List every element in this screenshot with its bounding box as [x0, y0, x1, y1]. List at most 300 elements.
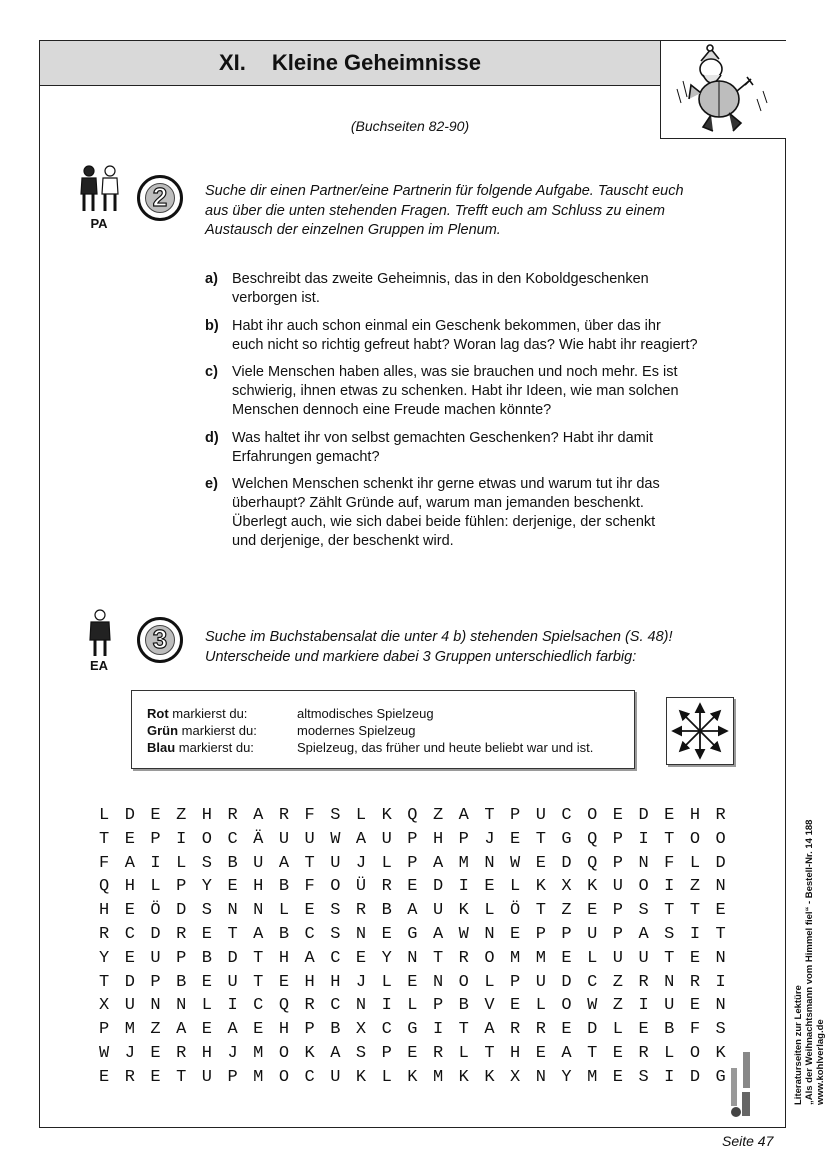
- grid-letter[interactable]: I: [381, 996, 392, 1016]
- grid-letter[interactable]: E: [612, 806, 623, 825]
- grid-letter[interactable]: P: [304, 1020, 315, 1040]
- grid-letter[interactable]: B: [201, 948, 212, 968]
- grid-letter[interactable]: I: [638, 996, 649, 1016]
- grid-letter[interactable]: Z: [561, 901, 572, 921]
- grid-letter[interactable]: A: [227, 1020, 238, 1040]
- grid-letter[interactable]: P: [458, 829, 469, 849]
- grid-letter[interactable]: O: [278, 1067, 290, 1087]
- grid-letter[interactable]: N: [715, 948, 726, 968]
- grid-letter[interactable]: M: [124, 1020, 135, 1040]
- grid-letter[interactable]: C: [561, 806, 572, 825]
- grid-letter[interactable]: K: [458, 1067, 469, 1087]
- grid-letter[interactable]: L: [99, 806, 110, 825]
- grid-letter[interactable]: K: [484, 1067, 495, 1087]
- grid-letter[interactable]: A: [253, 924, 264, 944]
- grid-letter[interactable]: N: [432, 972, 444, 992]
- grid-letter[interactable]: R: [510, 1020, 521, 1040]
- grid-letter[interactable]: E: [561, 1020, 572, 1040]
- grid-letter[interactable]: A: [484, 1020, 495, 1040]
- grid-letter[interactable]: D: [124, 806, 135, 825]
- grid-letter[interactable]: B: [176, 972, 187, 992]
- grid-letter[interactable]: U: [201, 1067, 212, 1087]
- grid-letter[interactable]: T: [176, 1067, 187, 1087]
- grid-letter[interactable]: E: [407, 877, 418, 897]
- grid-letter[interactable]: E: [689, 948, 701, 968]
- grid-letter[interactable]: T: [535, 901, 546, 921]
- grid-letter[interactable]: Q: [587, 853, 598, 873]
- grid-letter[interactable]: E: [227, 877, 238, 897]
- grid-letter[interactable]: Z: [176, 806, 187, 825]
- grid-letter[interactable]: L: [150, 877, 161, 897]
- grid-letter[interactable]: I: [638, 829, 649, 849]
- grid-letter[interactable]: H: [689, 806, 701, 825]
- grid-letter[interactable]: Q: [587, 829, 598, 849]
- grid-letter[interactable]: H: [304, 972, 315, 992]
- grid-letter[interactable]: K: [304, 1043, 315, 1063]
- grid-letter[interactable]: H: [201, 1043, 212, 1063]
- grid-letter[interactable]: X: [355, 1020, 367, 1040]
- grid-letter[interactable]: P: [176, 948, 187, 968]
- grid-letter[interactable]: P: [535, 924, 546, 944]
- grid-letter[interactable]: L: [381, 853, 392, 873]
- grid-letter[interactable]: V: [484, 996, 495, 1016]
- grid-letter[interactable]: A: [561, 1043, 572, 1063]
- grid-letter[interactable]: E: [253, 1020, 264, 1040]
- grid-letter[interactable]: T: [664, 829, 675, 849]
- grid-letter[interactable]: M: [432, 1067, 444, 1087]
- grid-letter[interactable]: J: [124, 1043, 135, 1063]
- grid-letter[interactable]: A: [638, 924, 649, 944]
- grid-letter[interactable]: T: [535, 829, 546, 849]
- grid-letter[interactable]: P: [612, 901, 623, 921]
- grid-letter[interactable]: M: [253, 1067, 264, 1087]
- grid-letter[interactable]: L: [535, 996, 546, 1016]
- grid-letter[interactable]: L: [612, 1020, 623, 1040]
- grid-letter[interactable]: P: [227, 1067, 238, 1087]
- grid-letter[interactable]: T: [99, 829, 110, 849]
- grid-letter[interactable]: L: [510, 877, 521, 897]
- grid-letter[interactable]: E: [484, 877, 495, 897]
- grid-letter[interactable]: P: [612, 924, 623, 944]
- grid-letter[interactable]: O: [715, 829, 726, 849]
- grid-letter[interactable]: G: [715, 1067, 726, 1087]
- grid-letter[interactable]: U: [432, 901, 444, 921]
- grid-letter[interactable]: R: [304, 996, 315, 1016]
- grid-letter[interactable]: B: [330, 1020, 341, 1040]
- grid-letter[interactable]: E: [201, 924, 212, 944]
- word-search-grid[interactable]: [99, 806, 741, 1092]
- grid-letter[interactable]: K: [587, 877, 598, 897]
- grid-letter[interactable]: D: [150, 924, 161, 944]
- grid-letter[interactable]: R: [638, 1043, 649, 1063]
- grid-letter[interactable]: J: [484, 829, 495, 849]
- grid-letter[interactable]: A: [355, 829, 367, 849]
- grid-letter[interactable]: N: [484, 924, 495, 944]
- grid-letter[interactable]: M: [253, 1043, 264, 1063]
- grid-letter[interactable]: L: [201, 996, 212, 1016]
- grid-letter[interactable]: Ä: [253, 829, 264, 849]
- grid-letter[interactable]: I: [227, 996, 238, 1016]
- grid-letter[interactable]: H: [124, 877, 135, 897]
- grid-letter[interactable]: H: [253, 877, 264, 897]
- grid-letter[interactable]: S: [201, 901, 212, 921]
- grid-letter[interactable]: O: [689, 829, 701, 849]
- grid-letter[interactable]: N: [227, 901, 238, 921]
- grid-letter[interactable]: A: [124, 853, 135, 873]
- grid-letter[interactable]: Z: [150, 1020, 161, 1040]
- grid-letter[interactable]: S: [638, 1067, 649, 1087]
- grid-letter[interactable]: P: [150, 972, 161, 992]
- grid-letter[interactable]: E: [150, 806, 161, 825]
- grid-letter[interactable]: G: [407, 1020, 418, 1040]
- grid-letter[interactable]: A: [432, 853, 444, 873]
- grid-letter[interactable]: D: [432, 877, 444, 897]
- grid-letter[interactable]: E: [407, 1043, 418, 1063]
- grid-letter[interactable]: P: [561, 924, 572, 944]
- grid-letter[interactable]: P: [99, 1020, 110, 1040]
- grid-letter[interactable]: T: [253, 972, 264, 992]
- grid-letter[interactable]: T: [304, 853, 315, 873]
- grid-letter[interactable]: O: [689, 1043, 701, 1063]
- grid-letter[interactable]: K: [381, 806, 392, 825]
- grid-letter[interactable]: A: [432, 924, 444, 944]
- grid-letter[interactable]: W: [587, 996, 598, 1016]
- grid-letter[interactable]: E: [561, 948, 572, 968]
- grid-letter[interactable]: B: [381, 901, 392, 921]
- grid-letter[interactable]: C: [587, 972, 598, 992]
- grid-letter[interactable]: Y: [561, 1067, 572, 1087]
- grid-letter[interactable]: X: [510, 1067, 521, 1087]
- grid-letter[interactable]: Ö: [510, 901, 521, 921]
- grid-letter[interactable]: D: [715, 853, 726, 873]
- grid-letter[interactable]: U: [124, 996, 135, 1016]
- grid-letter[interactable]: U: [227, 972, 238, 992]
- grid-letter[interactable]: Z: [689, 877, 701, 897]
- grid-letter[interactable]: S: [330, 806, 341, 825]
- grid-letter[interactable]: B: [227, 853, 238, 873]
- grid-letter[interactable]: C: [227, 829, 238, 849]
- grid-letter[interactable]: G: [407, 924, 418, 944]
- grid-letter[interactable]: E: [407, 972, 418, 992]
- grid-letter[interactable]: Y: [99, 948, 110, 968]
- grid-letter[interactable]: N: [407, 948, 418, 968]
- grid-letter[interactable]: U: [150, 948, 161, 968]
- grid-letter[interactable]: R: [176, 924, 187, 944]
- grid-letter[interactable]: S: [638, 901, 649, 921]
- grid-letter[interactable]: K: [715, 1043, 726, 1063]
- grid-letter[interactable]: P: [510, 806, 521, 825]
- grid-letter[interactable]: T: [715, 924, 726, 944]
- grid-letter[interactable]: N: [715, 877, 726, 897]
- grid-letter[interactable]: J: [227, 1043, 238, 1063]
- grid-letter[interactable]: U: [253, 853, 264, 873]
- grid-letter[interactable]: I: [150, 853, 161, 873]
- grid-letter[interactable]: U: [638, 948, 649, 968]
- grid-letter[interactable]: N: [355, 996, 367, 1016]
- grid-letter[interactable]: E: [304, 901, 315, 921]
- grid-letter[interactable]: O: [561, 996, 572, 1016]
- grid-letter[interactable]: U: [330, 853, 341, 873]
- grid-letter[interactable]: H: [330, 972, 341, 992]
- grid-letter[interactable]: B: [664, 1020, 675, 1040]
- grid-letter[interactable]: U: [330, 1067, 341, 1087]
- grid-letter[interactable]: T: [664, 948, 675, 968]
- grid-letter[interactable]: N: [176, 996, 187, 1016]
- grid-letter[interactable]: X: [561, 877, 572, 897]
- grid-letter[interactable]: W: [458, 924, 469, 944]
- grid-letter[interactable]: T: [664, 901, 675, 921]
- grid-letter[interactable]: C: [330, 996, 341, 1016]
- grid-letter[interactable]: S: [664, 924, 675, 944]
- grid-letter[interactable]: B: [278, 924, 290, 944]
- grid-letter[interactable]: M: [510, 948, 521, 968]
- grid-letter[interactable]: K: [535, 877, 546, 897]
- grid-letter[interactable]: O: [330, 877, 341, 897]
- grid-letter[interactable]: C: [381, 1020, 392, 1040]
- grid-letter[interactable]: T: [587, 1043, 598, 1063]
- grid-letter[interactable]: U: [664, 996, 675, 1016]
- grid-letter[interactable]: P: [407, 829, 418, 849]
- grid-letter[interactable]: E: [510, 829, 521, 849]
- grid-letter[interactable]: E: [689, 996, 701, 1016]
- grid-letter[interactable]: E: [278, 972, 290, 992]
- grid-letter[interactable]: N: [535, 1067, 546, 1087]
- grid-letter[interactable]: B: [278, 877, 290, 897]
- grid-letter[interactable]: O: [638, 877, 649, 897]
- grid-letter[interactable]: I: [664, 877, 675, 897]
- grid-letter[interactable]: O: [484, 948, 495, 968]
- grid-letter[interactable]: A: [458, 806, 469, 825]
- grid-letter[interactable]: C: [304, 1067, 315, 1087]
- grid-letter[interactable]: C: [253, 996, 264, 1016]
- grid-letter[interactable]: D: [561, 853, 572, 873]
- grid-letter[interactable]: S: [330, 924, 341, 944]
- grid-letter[interactable]: R: [176, 1043, 187, 1063]
- grid-letter[interactable]: R: [124, 1067, 135, 1087]
- grid-letter[interactable]: E: [612, 1043, 623, 1063]
- grid-letter[interactable]: N: [484, 853, 495, 873]
- grid-letter[interactable]: U: [612, 877, 623, 897]
- grid-letter[interactable]: T: [484, 1043, 495, 1063]
- grid-letter[interactable]: T: [99, 972, 110, 992]
- grid-letter[interactable]: D: [561, 972, 572, 992]
- grid-letter[interactable]: J: [355, 853, 367, 873]
- grid-letter[interactable]: L: [176, 853, 187, 873]
- grid-letter[interactable]: H: [99, 901, 110, 921]
- grid-letter[interactable]: R: [638, 972, 649, 992]
- grid-letter[interactable]: O: [458, 972, 469, 992]
- grid-letter[interactable]: W: [330, 829, 341, 849]
- grid-letter[interactable]: S: [715, 1020, 726, 1040]
- grid-letter[interactable]: Q: [278, 996, 290, 1016]
- grid-letter[interactable]: L: [689, 853, 701, 873]
- grid-letter[interactable]: U: [278, 829, 290, 849]
- grid-letter[interactable]: K: [458, 901, 469, 921]
- grid-letter[interactable]: N: [715, 996, 726, 1016]
- grid-letter[interactable]: I: [689, 924, 701, 944]
- grid-letter[interactable]: H: [432, 829, 444, 849]
- grid-letter[interactable]: R: [458, 948, 469, 968]
- grid-letter[interactable]: H: [278, 1020, 290, 1040]
- grid-letter[interactable]: L: [458, 1043, 469, 1063]
- grid-letter[interactable]: A: [253, 806, 264, 825]
- grid-letter[interactable]: E: [381, 924, 392, 944]
- grid-letter[interactable]: F: [689, 1020, 701, 1040]
- grid-letter[interactable]: E: [535, 1043, 546, 1063]
- grid-letter[interactable]: L: [381, 1067, 392, 1087]
- grid-letter[interactable]: H: [278, 948, 290, 968]
- grid-letter[interactable]: L: [484, 901, 495, 921]
- grid-letter[interactable]: T: [689, 901, 701, 921]
- grid-letter[interactable]: L: [587, 948, 598, 968]
- grid-letter[interactable]: A: [176, 1020, 187, 1040]
- grid-letter[interactable]: E: [99, 1067, 110, 1087]
- grid-letter[interactable]: I: [432, 1020, 444, 1040]
- grid-letter[interactable]: F: [304, 806, 315, 825]
- grid-letter[interactable]: D: [689, 1067, 701, 1087]
- grid-letter[interactable]: E: [510, 924, 521, 944]
- grid-letter[interactable]: R: [381, 877, 392, 897]
- grid-letter[interactable]: F: [304, 877, 315, 897]
- grid-letter[interactable]: D: [587, 1020, 598, 1040]
- grid-letter[interactable]: E: [201, 972, 212, 992]
- grid-letter[interactable]: L: [664, 1043, 675, 1063]
- grid-letter[interactable]: U: [381, 829, 392, 849]
- grid-letter[interactable]: E: [124, 829, 135, 849]
- grid-letter[interactable]: H: [510, 1043, 521, 1063]
- grid-letter[interactable]: N: [253, 901, 264, 921]
- grid-letter[interactable]: Z: [432, 806, 444, 825]
- grid-letter[interactable]: U: [535, 806, 546, 825]
- grid-letter[interactable]: R: [355, 901, 367, 921]
- grid-letter[interactable]: N: [150, 996, 161, 1016]
- grid-letter[interactable]: Ü: [355, 877, 367, 897]
- grid-letter[interactable]: O: [201, 829, 212, 849]
- grid-letter[interactable]: E: [612, 1067, 623, 1087]
- grid-letter[interactable]: T: [484, 806, 495, 825]
- grid-letter[interactable]: U: [304, 829, 315, 849]
- grid-letter[interactable]: D: [227, 948, 238, 968]
- grid-letter[interactable]: P: [612, 829, 623, 849]
- grid-letter[interactable]: N: [638, 853, 649, 873]
- grid-letter[interactable]: G: [561, 829, 572, 849]
- grid-letter[interactable]: M: [458, 853, 469, 873]
- grid-letter[interactable]: P: [176, 877, 187, 897]
- grid-letter[interactable]: Z: [612, 972, 623, 992]
- grid-letter[interactable]: E: [355, 948, 367, 968]
- grid-letter[interactable]: S: [201, 853, 212, 873]
- grid-letter[interactable]: L: [381, 972, 392, 992]
- grid-letter[interactable]: Q: [407, 806, 418, 825]
- grid-letter[interactable]: I: [458, 877, 469, 897]
- grid-letter[interactable]: P: [432, 996, 444, 1016]
- grid-letter[interactable]: E: [587, 901, 598, 921]
- grid-letter[interactable]: A: [304, 948, 315, 968]
- grid-letter[interactable]: F: [664, 853, 675, 873]
- grid-letter[interactable]: P: [510, 972, 521, 992]
- grid-letter[interactable]: N: [355, 924, 367, 944]
- grid-letter[interactable]: O: [587, 806, 598, 825]
- grid-letter[interactable]: S: [330, 901, 341, 921]
- grid-letter[interactable]: F: [99, 853, 110, 873]
- grid-letter[interactable]: L: [484, 972, 495, 992]
- grid-letter[interactable]: Z: [612, 996, 623, 1016]
- grid-letter[interactable]: R: [227, 806, 238, 825]
- grid-letter[interactable]: N: [664, 972, 675, 992]
- grid-letter[interactable]: E: [150, 1067, 161, 1087]
- grid-letter[interactable]: P: [381, 1043, 392, 1063]
- grid-letter[interactable]: X: [99, 996, 110, 1016]
- grid-letter[interactable]: L: [355, 806, 367, 825]
- grid-letter[interactable]: L: [278, 901, 290, 921]
- grid-letter[interactable]: D: [124, 972, 135, 992]
- grid-letter[interactable]: I: [664, 1067, 675, 1087]
- grid-letter[interactable]: U: [587, 924, 598, 944]
- grid-letter[interactable]: K: [355, 1067, 367, 1087]
- grid-letter[interactable]: C: [304, 924, 315, 944]
- grid-letter[interactable]: M: [587, 1067, 598, 1087]
- grid-letter[interactable]: D: [176, 901, 187, 921]
- grid-letter[interactable]: I: [715, 972, 726, 992]
- grid-letter[interactable]: A: [330, 1043, 341, 1063]
- grid-letter[interactable]: Y: [381, 948, 392, 968]
- grid-letter[interactable]: D: [638, 806, 649, 825]
- grid-letter[interactable]: K: [407, 1067, 418, 1087]
- grid-letter[interactable]: E: [638, 1020, 649, 1040]
- grid-letter[interactable]: U: [535, 972, 546, 992]
- grid-letter[interactable]: T: [253, 948, 264, 968]
- grid-letter[interactable]: E: [124, 948, 135, 968]
- grid-letter[interactable]: A: [278, 853, 290, 873]
- grid-letter[interactable]: W: [99, 1043, 110, 1063]
- grid-letter[interactable]: R: [432, 1043, 444, 1063]
- grid-letter[interactable]: E: [201, 1020, 212, 1040]
- grid-letter[interactable]: M: [535, 948, 546, 968]
- grid-letter[interactable]: H: [201, 806, 212, 825]
- grid-letter[interactable]: C: [124, 924, 135, 944]
- grid-letter[interactable]: P: [150, 829, 161, 849]
- grid-letter[interactable]: O: [278, 1043, 290, 1063]
- grid-letter[interactable]: W: [510, 853, 521, 873]
- grid-letter[interactable]: R: [278, 806, 290, 825]
- grid-letter[interactable]: E: [535, 853, 546, 873]
- grid-letter[interactable]: S: [355, 1043, 367, 1063]
- grid-letter[interactable]: C: [330, 948, 341, 968]
- grid-letter[interactable]: B: [458, 996, 469, 1016]
- grid-letter[interactable]: P: [612, 853, 623, 873]
- grid-letter[interactable]: E: [150, 1043, 161, 1063]
- grid-letter[interactable]: T: [432, 948, 444, 968]
- grid-letter[interactable]: T: [227, 924, 238, 944]
- grid-letter[interactable]: E: [510, 996, 521, 1016]
- grid-letter[interactable]: R: [689, 972, 701, 992]
- grid-letter[interactable]: Y: [201, 877, 212, 897]
- grid-letter[interactable]: T: [458, 1020, 469, 1040]
- grid-letter[interactable]: E: [664, 806, 675, 825]
- grid-letter[interactable]: R: [535, 1020, 546, 1040]
- grid-letter[interactable]: E: [124, 901, 135, 921]
- grid-letter[interactable]: Ö: [150, 901, 161, 921]
- grid-letter[interactable]: Q: [99, 877, 110, 897]
- grid-letter[interactable]: I: [176, 829, 187, 849]
- grid-letter[interactable]: A: [407, 901, 418, 921]
- grid-letter[interactable]: P: [407, 853, 418, 873]
- grid-letter[interactable]: J: [355, 972, 367, 992]
- grid-letter[interactable]: R: [715, 806, 726, 825]
- grid-letter[interactable]: U: [612, 948, 623, 968]
- grid-letter[interactable]: R: [99, 924, 110, 944]
- grid-letter[interactable]: E: [715, 901, 726, 921]
